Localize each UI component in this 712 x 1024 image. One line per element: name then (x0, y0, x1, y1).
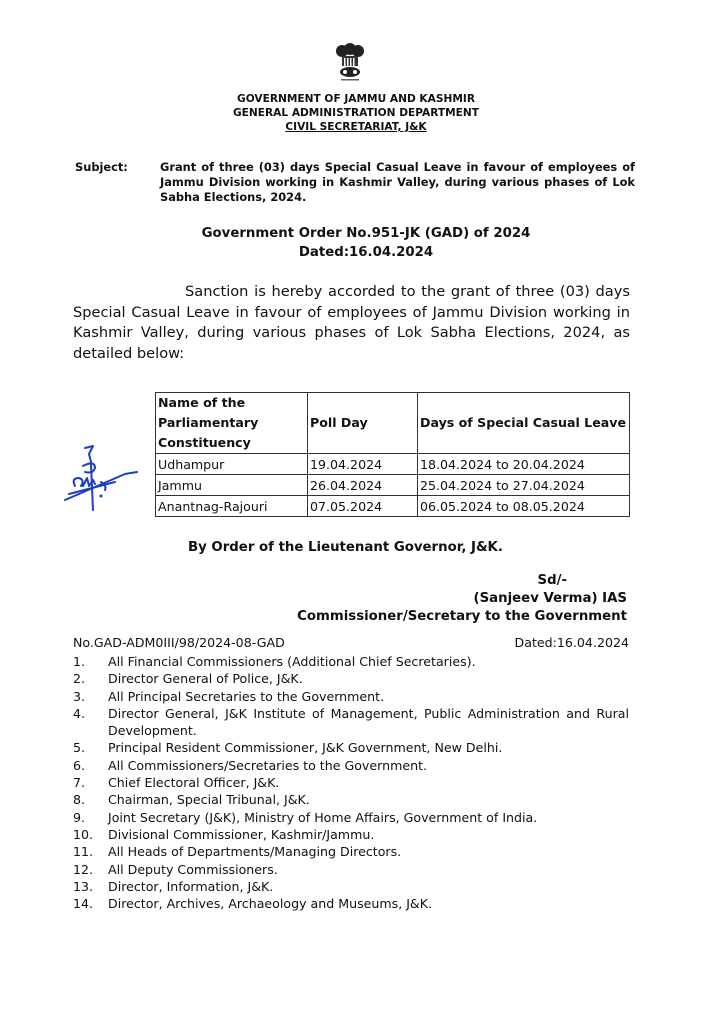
item-text: All Heads of Departments/Managing Directors. (108, 844, 402, 860)
item-text: All Deputy Commissioners. (108, 861, 278, 877)
item-text: All Commissioners/Secretaries to the Government. (108, 757, 428, 773)
handwritten-signature-icon (55, 442, 145, 514)
order-date: Dated:16.04.2024 (298, 245, 434, 260)
leave-days-cell: 06.05.2024 to 08.05.2024 (418, 496, 630, 517)
item-text: Director General of Police, J&K. (108, 671, 303, 687)
reference-line (73, 635, 629, 650)
constituency-cell: Jammu (156, 475, 308, 496)
item-text: Joint Secretary (J&K), Ministry of Home Affairs, Government of India. (108, 809, 538, 825)
column-header-poll-day: Poll Day (308, 393, 418, 454)
list-item (73, 688, 629, 705)
leave-days-cell: 25.04.2024 to 27.04.2024 (418, 475, 630, 496)
list-item (73, 791, 629, 808)
constituency-cell: Anantnag-Rajouri (156, 496, 308, 517)
column-header-constituency: Name of the Parliamentary Constituency (156, 393, 308, 454)
item-number: 10. (73, 826, 94, 842)
item-number: 12. (73, 861, 94, 877)
list-item (73, 809, 629, 826)
list-item (73, 670, 629, 687)
item-number: 8. (73, 792, 86, 808)
by-order-line: By Order of the Lieutenant Governor, J&K. (188, 540, 503, 555)
distribution-list (73, 653, 629, 912)
item-text: Divisional Commissioner, Kashmir/Jammu. (108, 826, 375, 842)
list-item (73, 861, 629, 878)
list-item (73, 774, 629, 791)
reference-date: Dated:16.04.2024 (514, 635, 629, 650)
list-item (73, 739, 629, 756)
item-number: 14. (73, 896, 94, 912)
subject-label: Subject: (75, 160, 128, 174)
poll-day-cell: 07.05.2024 (308, 496, 418, 517)
item-number: 7. (73, 775, 86, 791)
item-text: Director General, J&K Institute of Management, Public Administration and Rural Development. (108, 705, 629, 739)
signed-marker: Sd/- (537, 573, 567, 588)
order-number: Government Order No.951-JK (GAD) of 2024 (201, 226, 531, 241)
order-heading (0, 224, 712, 262)
poll-day-cell: 26.04.2024 (308, 475, 418, 496)
item-text: Chief Electoral Officer, J&K. (108, 775, 280, 791)
column-header-leave-days: Days of Special Casual Leave (418, 393, 630, 454)
item-text: All Financial Commissioners (Additional Chief Secretaries). (108, 654, 476, 669)
list-item (73, 653, 629, 670)
constituency-cell: Udhampur (156, 454, 308, 475)
item-number: 5. (73, 740, 86, 756)
item-number: 4. (73, 705, 86, 721)
item-number: 9. (73, 809, 86, 825)
table-row (156, 454, 630, 475)
item-number: 3. (73, 688, 86, 704)
list-item (73, 705, 629, 740)
item-text: Director, Information, J&K. (108, 878, 274, 894)
item-text: All Principal Secretaries to the Government. (108, 688, 385, 704)
list-item (73, 878, 629, 895)
leave-schedule-table (155, 392, 630, 517)
reference-number: No.GAD-ADM0III/98/2024-08-GAD (73, 635, 285, 650)
list-item (73, 895, 629, 912)
secretariat-name: CIVIL SECRETARIAT, J&K (285, 121, 427, 133)
letterhead (0, 92, 712, 134)
item-number: 2. (73, 671, 86, 687)
signatory-name: (Sanjeev Verma) IAS (473, 591, 627, 606)
leave-days-cell: 18.04.2024 to 20.04.2024 (418, 454, 630, 475)
table-row (156, 475, 630, 496)
national-emblem-icon (333, 42, 367, 84)
item-text: Director, Archives, Archaeology and Museums, J&K. (108, 896, 432, 912)
sanction-paragraph: Sanction is hereby accorded to the grant of three (03) days Special Casual Leave in favour of employees of Jammu Division working in Kashmir Valley, during various phases of Lok Sabha Elections, 2024, as detailed below: (73, 283, 630, 362)
department-name: GENERAL ADMINISTRATION DEPARTMENT (232, 107, 480, 119)
item-number: 13. (73, 878, 94, 894)
item-text: Chairman, Special Tribunal, J&K. (108, 792, 310, 808)
government-name: GOVERNMENT OF JAMMU AND KASHMIR (237, 93, 475, 105)
subject-text: Grant of three (03) days Special Casual Leave in favour of employees of Jammu Division working in Kashmir Valley, during various phases of Lok Sabha Elections, 2024. (160, 160, 635, 204)
list-item (73, 757, 629, 774)
table-row (156, 496, 630, 517)
list-item (73, 843, 629, 860)
signatory-block (297, 572, 627, 626)
poll-day-cell: 19.04.2024 (308, 454, 418, 475)
table-header-row (156, 393, 630, 454)
item-number: 6. (73, 757, 86, 773)
item-number: 11. (73, 844, 94, 860)
item-number: 1. (73, 654, 86, 669)
item-text: Principal Resident Commissioner, J&K Government, New Delhi. (108, 740, 503, 756)
signatory-designation: Commissioner/Secretary to the Government (297, 609, 627, 624)
list-item (73, 826, 629, 843)
